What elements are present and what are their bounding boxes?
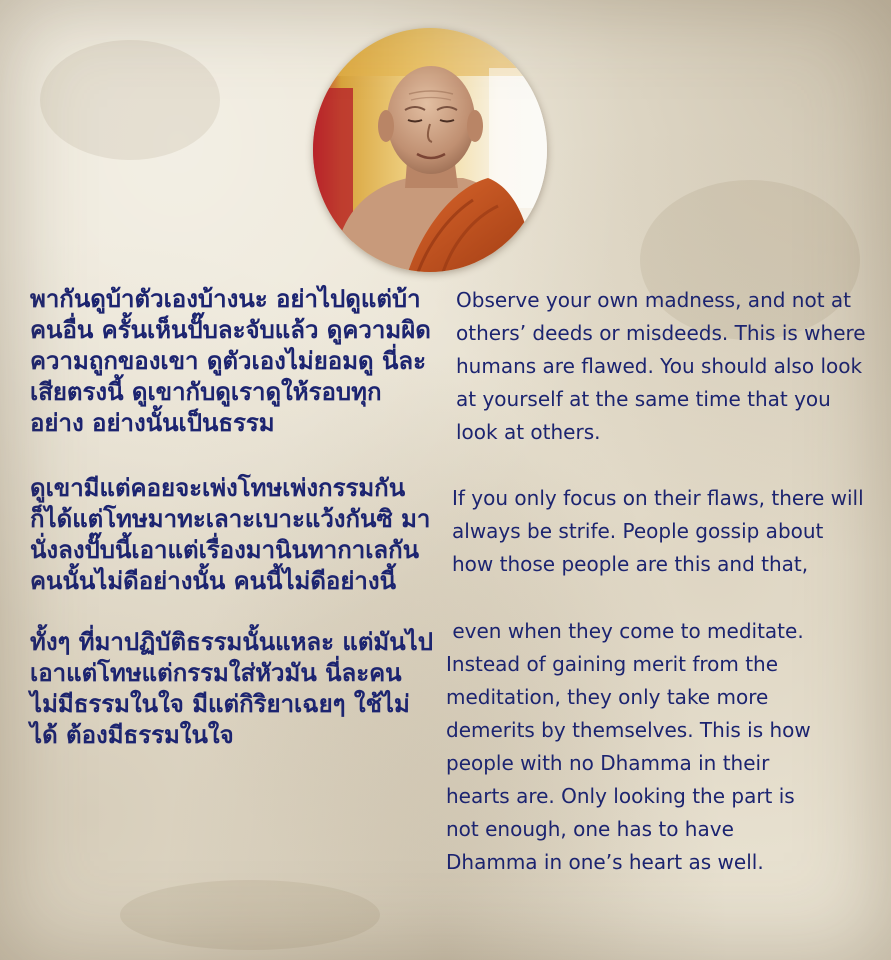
english-text-column [446, 284, 866, 879]
thai-text-column [30, 284, 435, 751]
english-line: even when they come to meditate. [446, 619, 804, 643]
thai-paragraph-1: พากันดูบ้าตัวเองบ้างนะ อย่าไปดูแต่บ้าคนอื่น ครั้นเห็นปั๊บละจับแล้ว ดูความผิดความถูกของเขา ดูตัวเองไม่ยอมดู นี่ละเสียตรงนี้ ดูเขากับดูเราดูให้รอบทุกอย่าง อย่างนั้นเป็นธรรม [30, 285, 431, 437]
english-line: people with no Dhamma in their [446, 751, 770, 775]
english-line: Instead of gaining merit from the [446, 652, 779, 676]
paper-stain [40, 40, 220, 160]
english-line: hearts are. Only looking the part is [446, 784, 795, 808]
thai-paragraph-3: ทั้งๆ ที่มาปฏิบัติธรรมนั้นแหละ แต่มันไปเอาแต่โทษแต่กรรมใส่หัวมัน นี่ละคนไม่มีธรรมในใจ มีแต่กิริยาเฉยๆ ใช้ไม่ได้ ต้องมีธรรมในใจ [30, 628, 433, 749]
english-line: Dhamma in one’s heart as well. [446, 850, 764, 874]
english-paragraph-1: Observe your own madness, and not at others’ deeds or misdeeds. This is where humans are flawed. You should also look at yourself at the same time that you look at others. [456, 288, 866, 444]
english-paragraph-2: If you only focus on their flaws, there will always be strife. People gossip about how those people are this and that, [452, 486, 864, 576]
monk-portrait [313, 28, 547, 272]
english-line: demerits by themselves. This is how [446, 718, 811, 742]
english-line: meditation, they only take more [446, 685, 769, 709]
monk-portrait-image [313, 28, 547, 272]
english-line: not enough, one has to have [446, 817, 734, 841]
paper-stain [120, 880, 380, 950]
thai-paragraph-2: ดูเขามีแต่คอยจะเพ่งโทษเพ่งกรรมกัน ก็ได้แต่โทษมาทะเลาะเบาะแว้งกันซิ มานั่งลงปั๊บนี้เอาแต่เรื่องมานินทากาเลกัน คนนั้นไม่ดีอย่างนั้น คนนี้ไม่ดีอย่างนี้ [30, 474, 431, 595]
english-paragraph-3 [446, 615, 866, 879]
